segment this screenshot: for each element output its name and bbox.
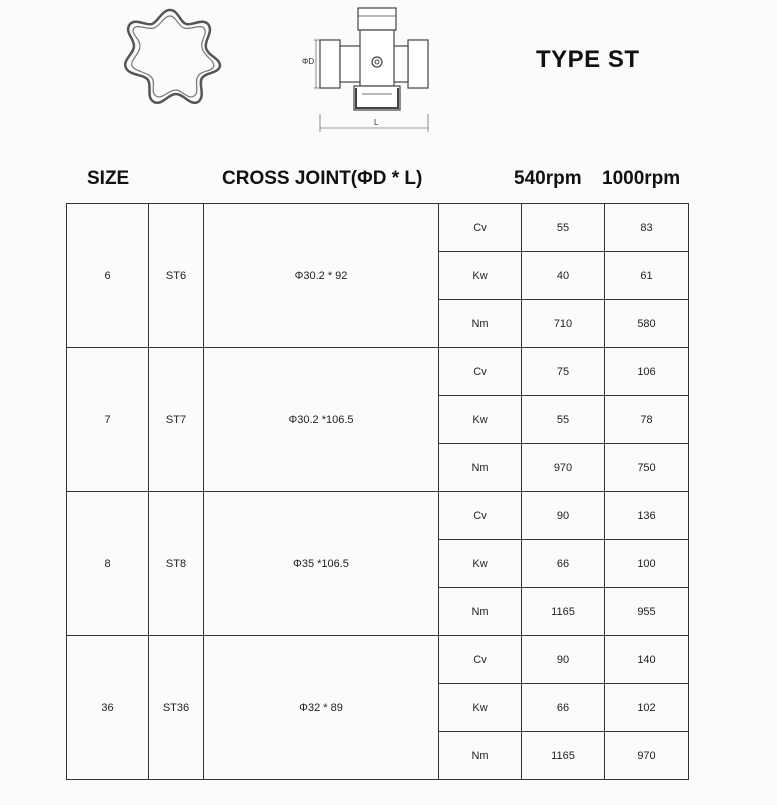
value-540-cell: 55 [522,204,605,252]
unit-cell: Nm [439,300,522,348]
dimension-d-label: ΦD [302,57,315,66]
unit-cell: Kw [439,396,522,444]
value-1000-cell: 136 [605,492,689,540]
value-1000-cell: 106 [605,348,689,396]
value-1000-cell: 955 [605,588,689,636]
model-cell: ST36 [149,636,204,780]
size-cell: 8 [67,492,149,636]
value-1000-cell: 78 [605,396,689,444]
type-title: TYPE ST [536,46,640,73]
value-1000-cell: 102 [605,684,689,732]
value-540-cell: 90 [522,636,605,684]
value-540-cell: 55 [522,396,605,444]
size-cell: 7 [67,348,149,492]
value-540-cell: 710 [522,300,605,348]
unit-cell: Cv [439,492,522,540]
unit-cell: Cv [439,204,522,252]
size-cell: 36 [67,636,149,780]
cross-joint-cell: Φ32 * 89 [204,636,439,780]
unit-cell: Kw [439,252,522,300]
header-size: SIZE [87,168,130,189]
value-1000-cell: 140 [605,636,689,684]
model-cell: ST6 [149,204,204,348]
star-tube-profile-icon [118,6,222,110]
value-1000-cell: 83 [605,204,689,252]
unit-cell: Nm [439,588,522,636]
spec-table [66,203,689,780]
unit-cell: Nm [439,444,522,492]
table-row [67,348,689,396]
value-540-cell: 90 [522,492,605,540]
value-540-cell: 66 [522,684,605,732]
unit-cell: Kw [439,540,522,588]
value-540-cell: 970 [522,444,605,492]
unit-cell: Cv [439,348,522,396]
header-540rpm: 540rpm [514,168,582,189]
cross-joint-cell: Φ35 *106.5 [204,492,439,636]
unit-cell: Kw [439,684,522,732]
table-row [67,492,689,540]
value-540-cell: 1165 [522,732,605,780]
value-540-cell: 75 [522,348,605,396]
value-1000-cell: 970 [605,732,689,780]
model-cell: ST7 [149,348,204,492]
model-cell: ST8 [149,492,204,636]
unit-cell: Cv [439,636,522,684]
cross-joint-cell: Φ30.2 * 92 [204,204,439,348]
cross-joint-cell: Φ30.2 *106.5 [204,348,439,492]
header-cross-joint: CROSS JOINT(ΦD * L) [222,168,423,189]
value-540-cell: 40 [522,252,605,300]
value-540-cell: 1165 [522,588,605,636]
table-row [67,636,689,684]
unit-cell: Nm [439,732,522,780]
dimension-l-label: L [374,118,379,127]
value-540-cell: 66 [522,540,605,588]
header-1000rpm: 1000rpm [602,168,681,189]
cross-joint-drawing-icon [296,4,440,134]
size-cell: 6 [67,204,149,348]
value-1000-cell: 100 [605,540,689,588]
table-row [67,204,689,252]
value-1000-cell: 61 [605,252,689,300]
value-1000-cell: 750 [605,444,689,492]
value-1000-cell: 580 [605,300,689,348]
